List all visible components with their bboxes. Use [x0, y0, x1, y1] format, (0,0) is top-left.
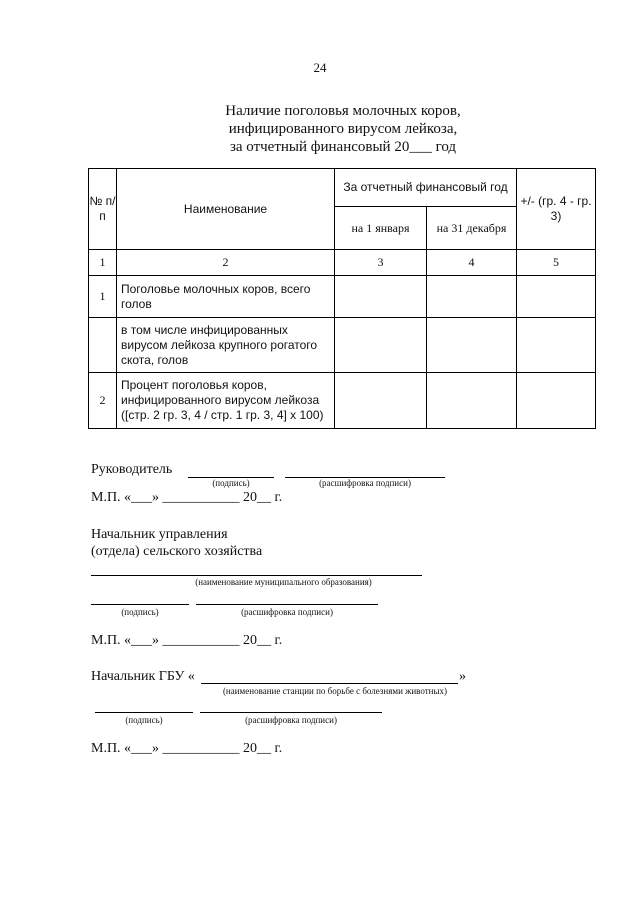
gbu-decoding-line	[200, 712, 382, 713]
row-1-dec31	[427, 276, 517, 318]
row-2-num	[89, 318, 117, 373]
row-3-num: 2	[89, 373, 117, 429]
mp-date-3: М.П. «___» ___________ 20__ г.	[91, 741, 283, 756]
chief-decoding-caption: (расшифровка подписи)	[241, 607, 333, 617]
title-line-3: за отчетный финансовый 20___ год	[229, 139, 457, 155]
gbu-decoding-caption: (расшифровка подписи)	[245, 715, 337, 725]
col-number-2: 2	[117, 250, 335, 276]
col-number-5: 5	[517, 250, 596, 276]
gbu-signature-caption: (подпись)	[125, 715, 163, 725]
head-decoding-caption: (расшифровка подписи)	[319, 478, 411, 488]
mp-date-1: М.П. «___» ___________ 20__ г.	[91, 490, 283, 505]
chief-label-line-1: Начальник управления	[91, 527, 228, 542]
chief-signature-caption: (подпись)	[121, 607, 159, 617]
header-dec31: на 31 декабря	[427, 207, 517, 250]
row-3-jan1	[335, 373, 427, 429]
row-1-jan1	[335, 276, 427, 318]
chief-signature-line	[91, 604, 189, 605]
title-line-2: инфицированного вирусом лейкоза,	[228, 121, 458, 137]
col-number-3: 3	[335, 250, 427, 276]
gbu-station-line	[201, 683, 458, 684]
col-number-1: 1	[89, 250, 117, 276]
row-3-diff	[517, 373, 596, 429]
chief-label-line-2: (отдела) сельского хозяйства	[91, 544, 263, 559]
gbu-label: Начальник ГБУ «	[91, 669, 195, 684]
row-3-name: Процент поголовья коров, инфицированного вирусом лейкоза ([стр. 2 гр. 3, 4 / стр. 1 гр. 3, 4] x 100)	[117, 373, 335, 429]
gbu-signature-line	[95, 712, 193, 713]
row-2-diff	[517, 318, 596, 373]
row-3-dec31	[427, 373, 517, 429]
municipality-caption: (наименование муниципального образования)	[195, 577, 372, 587]
header-period: За отчетный финансовый год	[335, 169, 517, 207]
row-2-name: в том числе инфицированных вирусом лейкоза крупного рогатого скота, голов	[117, 318, 335, 373]
gbu-close-quote: »	[459, 669, 466, 684]
header-name: Наименование	[117, 169, 335, 250]
document-title	[0, 102, 640, 156]
page-number: 24	[313, 60, 327, 75]
mp-date-2: М.П. «___» ___________ 20__ г.	[91, 633, 283, 648]
station-caption: (наименование станции по борьбе с болезнями животных)	[222, 686, 448, 696]
data-table	[88, 168, 596, 429]
row-1-num: 1	[89, 276, 117, 318]
row-2-dec31	[427, 318, 517, 373]
row-1-diff	[517, 276, 596, 318]
row-2-jan1	[335, 318, 427, 373]
municipality-line	[91, 575, 422, 576]
header-jan1: на 1 января	[335, 207, 427, 250]
head-label: Руководитель	[91, 462, 173, 477]
header-num: № п/п	[89, 169, 117, 250]
col-number-4: 4	[427, 250, 517, 276]
title-line-1: Наличие поголовья молочных коров,	[225, 103, 461, 119]
row-1-name: Поголовье молочных коров, всего голов	[117, 276, 335, 318]
head-signature-caption: (подпись)	[212, 478, 250, 488]
header-diff: +/- (гр. 4 - гр. 3)	[517, 169, 596, 250]
chief-decoding-line	[196, 604, 378, 605]
